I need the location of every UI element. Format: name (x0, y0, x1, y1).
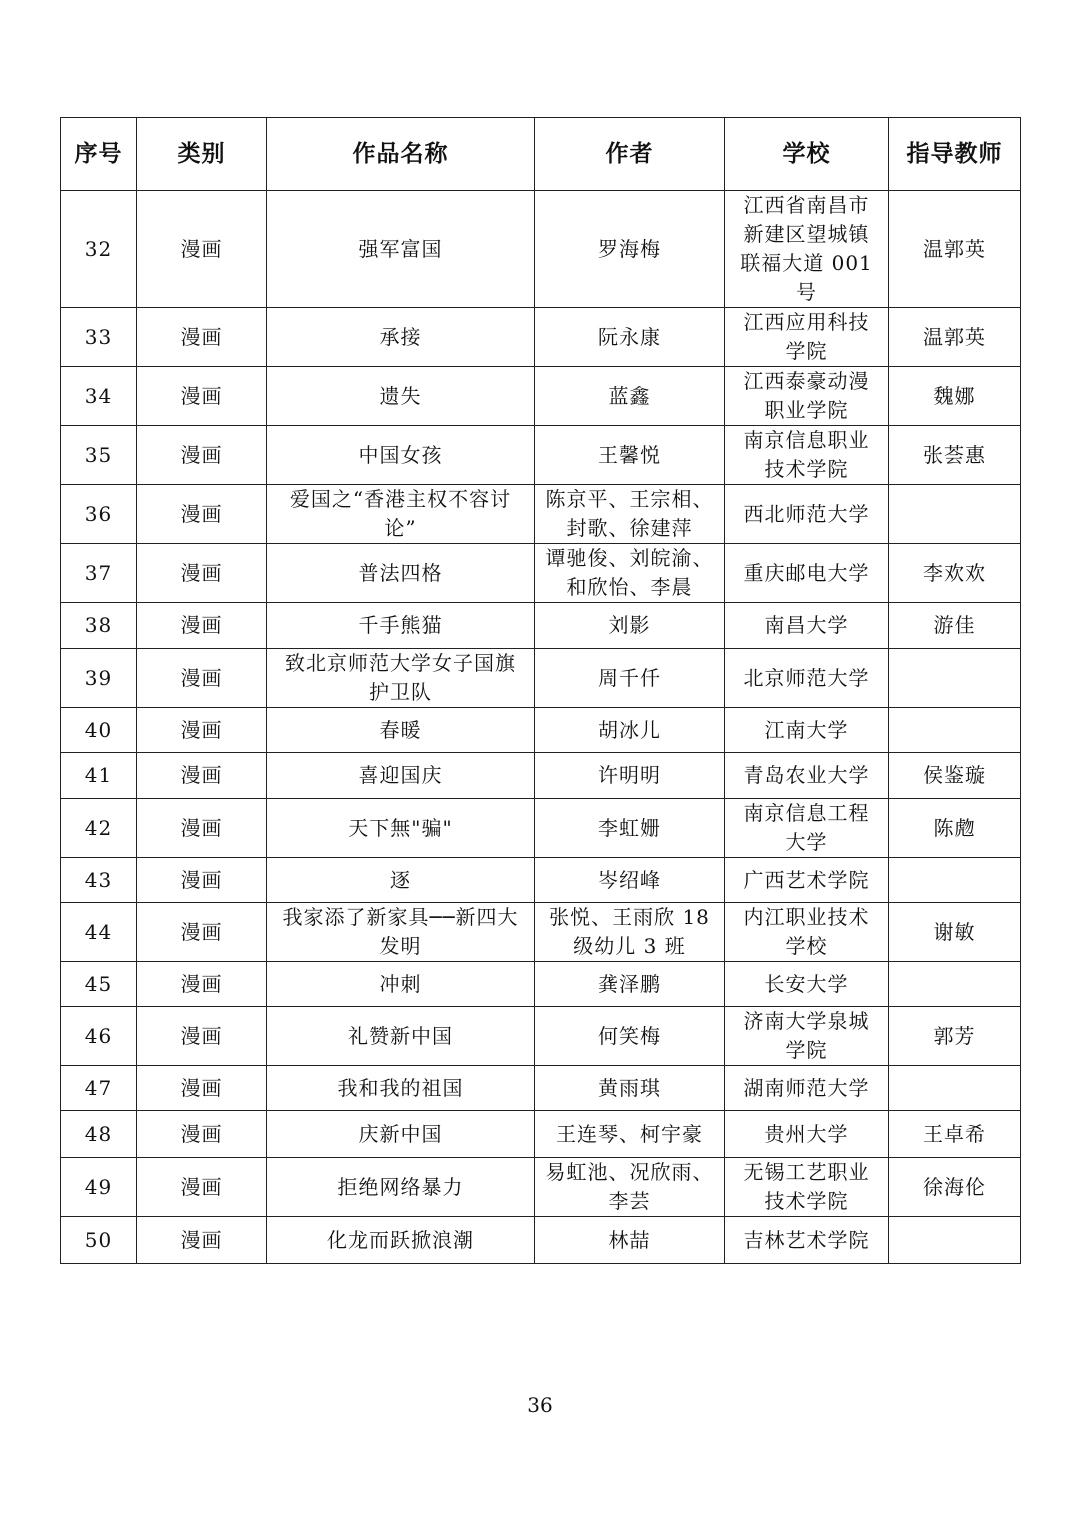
cell-title: 我家添了新家具──新四大 发明 (267, 903, 535, 962)
cell-teacher: 李欢欢 (889, 544, 1021, 603)
cell-teacher (889, 962, 1021, 1007)
table-header-row (61, 118, 1021, 191)
cell-title: 春暖 (267, 708, 535, 753)
cell-teacher: 陈虝 (889, 799, 1021, 858)
cell-author: 罗海梅 (535, 191, 725, 308)
table-row (61, 308, 1021, 367)
table-row (61, 1111, 1021, 1158)
cell-teacher (889, 1066, 1021, 1111)
cell-category: 漫画 (137, 367, 267, 426)
cell-teacher (889, 1217, 1021, 1264)
header-teacher: 指导教师 (889, 118, 1021, 191)
cell-title: 天下無"骗" (267, 799, 535, 858)
table-row (61, 1007, 1021, 1066)
cell-school: 吉林艺术学院 (725, 1217, 889, 1264)
cell-no: 46 (61, 1007, 137, 1066)
cell-title: 庆新中国 (267, 1111, 535, 1158)
table-row (61, 1217, 1021, 1264)
cell-teacher: 郭芳 (889, 1007, 1021, 1066)
table-row (61, 708, 1021, 753)
cell-no: 34 (61, 367, 137, 426)
cell-category: 漫画 (137, 485, 267, 544)
cell-author: 阮永康 (535, 308, 725, 367)
cell-title: 我和我的祖国 (267, 1066, 535, 1111)
table-row (61, 753, 1021, 799)
cell-title: 承接 (267, 308, 535, 367)
cell-title: 礼赞新中国 (267, 1007, 535, 1066)
cell-author: 许明明 (535, 753, 725, 799)
header-title: 作品名称 (267, 118, 535, 191)
cell-school: 江南大学 (725, 708, 889, 753)
table-row (61, 603, 1021, 649)
cell-author: 谭驰俊、刘皖渝、 和欣怡、李晨 (535, 544, 725, 603)
cell-category: 漫画 (137, 753, 267, 799)
cell-author: 蓝鑫 (535, 367, 725, 426)
cell-title: 冲刺 (267, 962, 535, 1007)
table-row (61, 1066, 1021, 1111)
cell-title: 中国女孩 (267, 426, 535, 485)
cell-category: 漫画 (137, 603, 267, 649)
cell-no: 40 (61, 708, 137, 753)
cell-title: 爱国之“香港主权不容讨 论” (267, 485, 535, 544)
cell-school: 济南大学泉城 学院 (725, 1007, 889, 1066)
cell-category: 漫画 (137, 191, 267, 308)
cell-author: 胡冰儿 (535, 708, 725, 753)
cell-school: 西北师范大学 (725, 485, 889, 544)
table-row (61, 544, 1021, 603)
header-author: 作者 (535, 118, 725, 191)
cell-author: 林喆 (535, 1217, 725, 1264)
cell-school: 南京信息职业 技术学院 (725, 426, 889, 485)
table-row (61, 649, 1021, 708)
cell-school: 南京信息工程 大学 (725, 799, 889, 858)
cell-no: 43 (61, 858, 137, 903)
cell-no: 36 (61, 485, 137, 544)
table-row (61, 191, 1021, 308)
cell-no: 41 (61, 753, 137, 799)
cell-teacher: 魏娜 (889, 367, 1021, 426)
cell-no: 37 (61, 544, 137, 603)
cell-category: 漫画 (137, 903, 267, 962)
cell-school: 湖南师范大学 (725, 1066, 889, 1111)
cell-school: 青岛农业大学 (725, 753, 889, 799)
cell-school: 广西艺术学院 (725, 858, 889, 903)
cell-teacher (889, 708, 1021, 753)
cell-title: 遗失 (267, 367, 535, 426)
cell-school: 北京师范大学 (725, 649, 889, 708)
cell-author: 李虹姗 (535, 799, 725, 858)
cell-no: 50 (61, 1217, 137, 1264)
page-number: 36 (527, 1393, 553, 1417)
cell-teacher: 王卓希 (889, 1111, 1021, 1158)
cell-school: 江西泰豪动漫 职业学院 (725, 367, 889, 426)
cell-category: 漫画 (137, 1066, 267, 1111)
cell-title: 拒绝网络暴力 (267, 1158, 535, 1217)
cell-school: 贵州大学 (725, 1111, 889, 1158)
cell-category: 漫画 (137, 1217, 267, 1264)
cell-no: 48 (61, 1111, 137, 1158)
header-category: 类别 (137, 118, 267, 191)
table-row (61, 367, 1021, 426)
cell-category: 漫画 (137, 649, 267, 708)
cell-no: 35 (61, 426, 137, 485)
table-row (61, 858, 1021, 903)
table-row (61, 1158, 1021, 1217)
cell-no: 32 (61, 191, 137, 308)
cell-author: 陈京平、王宗相、 封歌、徐建萍 (535, 485, 725, 544)
cell-school: 江西应用科技 学院 (725, 308, 889, 367)
cell-category: 漫画 (137, 544, 267, 603)
cell-author: 何笑梅 (535, 1007, 725, 1066)
cell-school: 江西省南昌市 新建区望城镇 联福大道 001 号 (725, 191, 889, 308)
cell-teacher: 游佳 (889, 603, 1021, 649)
table-row (61, 799, 1021, 858)
cell-no: 39 (61, 649, 137, 708)
cell-author: 龚泽鹏 (535, 962, 725, 1007)
cell-author: 刘影 (535, 603, 725, 649)
cell-author: 张悦、王雨欣 18 级幼儿 3 班 (535, 903, 725, 962)
cell-title: 强军富国 (267, 191, 535, 308)
table-row (61, 903, 1021, 962)
cell-school: 重庆邮电大学 (725, 544, 889, 603)
table-body (61, 191, 1021, 1264)
cell-teacher: 温郭英 (889, 308, 1021, 367)
cell-category: 漫画 (137, 1007, 267, 1066)
cell-category: 漫画 (137, 1111, 267, 1158)
table-row (61, 962, 1021, 1007)
cell-author: 易虹池、况欣雨、 李芸 (535, 1158, 725, 1217)
cell-author: 黄雨琪 (535, 1066, 725, 1111)
cell-category: 漫画 (137, 1158, 267, 1217)
cell-title: 致北京师范大学女子国旗 护卫队 (267, 649, 535, 708)
table-row (61, 426, 1021, 485)
cell-no: 47 (61, 1066, 137, 1111)
header-no: 序号 (61, 118, 137, 191)
cell-teacher: 徐海伦 (889, 1158, 1021, 1217)
cell-author: 岑绍峰 (535, 858, 725, 903)
cell-category: 漫画 (137, 858, 267, 903)
table-row (61, 485, 1021, 544)
cell-no: 45 (61, 962, 137, 1007)
cell-school: 长安大学 (725, 962, 889, 1007)
cell-teacher: 侯鉴璇 (889, 753, 1021, 799)
cell-author: 王馨悦 (535, 426, 725, 485)
cell-no: 44 (61, 903, 137, 962)
cell-school: 无锡工艺职业 技术学院 (725, 1158, 889, 1217)
cell-teacher (889, 485, 1021, 544)
cell-author: 周千仟 (535, 649, 725, 708)
cell-author: 王连琴、柯宇豪 (535, 1111, 725, 1158)
cell-no: 42 (61, 799, 137, 858)
cell-category: 漫画 (137, 708, 267, 753)
awards-table (60, 117, 1021, 1264)
header-school: 学校 (725, 118, 889, 191)
cell-school: 南昌大学 (725, 603, 889, 649)
cell-teacher: 张荟惠 (889, 426, 1021, 485)
cell-teacher: 谢敏 (889, 903, 1021, 962)
cell-title: 普法四格 (267, 544, 535, 603)
cell-title: 千手熊猫 (267, 603, 535, 649)
cell-category: 漫画 (137, 962, 267, 1007)
cell-category: 漫画 (137, 426, 267, 485)
cell-title: 化龙而跃掀浪潮 (267, 1217, 535, 1264)
cell-title: 喜迎国庆 (267, 753, 535, 799)
cell-no: 38 (61, 603, 137, 649)
cell-teacher (889, 858, 1021, 903)
cell-category: 漫画 (137, 799, 267, 858)
cell-no: 49 (61, 1158, 137, 1217)
cell-title: 逐 (267, 858, 535, 903)
cell-no: 33 (61, 308, 137, 367)
cell-teacher (889, 649, 1021, 708)
cell-category: 漫画 (137, 308, 267, 367)
cell-teacher: 温郭英 (889, 191, 1021, 308)
cell-school: 内江职业技术 学校 (725, 903, 889, 962)
